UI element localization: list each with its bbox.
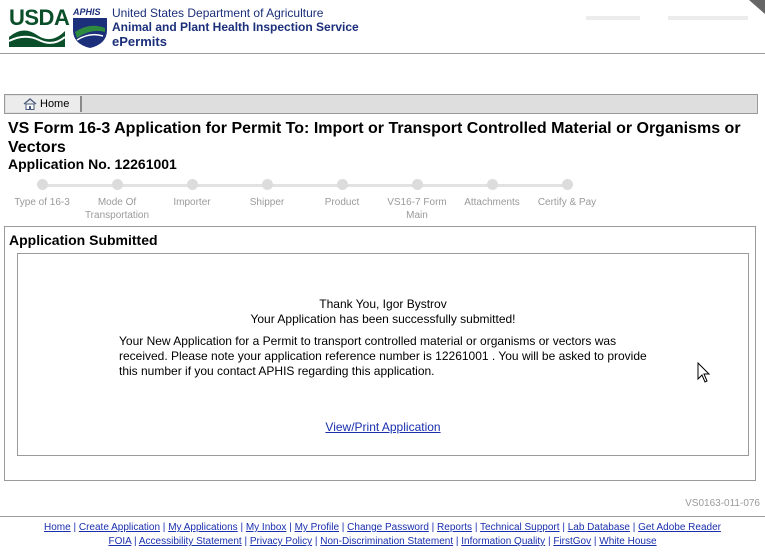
footer-link-lab-database[interactable]: Lab Database xyxy=(567,522,630,533)
navigation-bar xyxy=(4,94,758,114)
footer-separator: | xyxy=(559,522,568,533)
footer-links-row-2 xyxy=(0,535,765,549)
home-tab-label: Home xyxy=(40,98,70,110)
submission-panel xyxy=(4,226,756,481)
step-dot xyxy=(487,179,498,190)
aphis-shield-icon xyxy=(73,18,107,48)
home-icon xyxy=(23,98,37,110)
step-label: Attachments xyxy=(464,197,520,208)
step-dot xyxy=(337,179,348,190)
footer-link-foia[interactable]: FOIA xyxy=(108,536,132,547)
footer-separator: | xyxy=(591,536,600,547)
footer-link-privacy-policy[interactable]: Privacy Policy xyxy=(249,536,313,547)
footer-link-reports[interactable]: Reports xyxy=(437,522,473,533)
aphis-logo xyxy=(73,7,109,47)
footer-link-non-discrimination-statement[interactable]: Non-Discrimination Statement xyxy=(320,536,454,547)
form-code: VS0163-011-076 xyxy=(685,498,760,509)
agency-name xyxy=(112,6,359,49)
corner-arrow-icon xyxy=(749,0,765,14)
footer-link-get-adobe-reader[interactable]: Get Adobe Reader xyxy=(638,522,721,533)
home-tab[interactable] xyxy=(6,96,82,112)
step-certify-pay xyxy=(527,179,607,209)
footer-link-technical-support[interactable]: Technical Support xyxy=(480,522,560,533)
footer-separator: | xyxy=(70,522,79,533)
step-dot xyxy=(562,179,573,190)
footer-link-information-quality[interactable]: Information Quality xyxy=(461,536,546,547)
footer-separator: | xyxy=(241,536,250,547)
footer-separator: | xyxy=(286,522,295,533)
footer-link-create-application[interactable]: Create Application xyxy=(78,522,161,533)
confirmation-box xyxy=(17,253,749,456)
footer-separator: | xyxy=(453,536,462,547)
step-dot xyxy=(37,179,48,190)
header-decoration xyxy=(668,16,748,20)
department-name: United States Department of Agriculture xyxy=(112,6,324,20)
footer-separator: | xyxy=(237,522,246,533)
step-vs16-7-form-main xyxy=(377,179,457,222)
step-attachments xyxy=(452,179,532,209)
footer-separator: | xyxy=(545,536,554,547)
step-label: Shipper xyxy=(249,197,285,208)
page-header xyxy=(0,0,765,54)
usda-hills-icon xyxy=(9,27,65,47)
footer xyxy=(0,516,765,549)
footer-link-firstgov[interactable]: FirstGov xyxy=(553,536,592,547)
footer-separator: | xyxy=(339,522,348,533)
footer-separator: | xyxy=(629,522,639,533)
step-label: Certify & Pay xyxy=(537,197,597,208)
view-print-application-link[interactable]: View/Print Application xyxy=(325,420,441,434)
app-name: ePermits xyxy=(112,34,167,49)
application-number: Application No. 12261001 xyxy=(8,156,177,172)
step-dot xyxy=(187,179,198,190)
footer-link-my-inbox[interactable]: My Inbox xyxy=(245,522,287,533)
footer-link-home[interactable]: Home xyxy=(44,522,71,533)
header-decoration xyxy=(586,16,640,20)
footer-link-accessibility-statement[interactable]: Accessibility Statement xyxy=(138,536,242,547)
footer-separator: | xyxy=(472,522,481,533)
step-label: Mode Of Transportation xyxy=(84,197,150,221)
step-dot xyxy=(262,179,273,190)
step-product xyxy=(302,179,382,209)
progress-steps xyxy=(0,179,620,219)
page-title: VS Form 16-3 Application for Permit To: Import or Transport Controlled Material or Organisms or Vectors xyxy=(8,120,741,156)
usda-logo xyxy=(9,5,70,47)
panel-title: Application Submitted xyxy=(9,232,158,248)
step-type-of-16-3 xyxy=(2,179,82,209)
usda-logo-text: USDA xyxy=(9,5,70,30)
aphis-logo-text: APHIS xyxy=(73,7,101,17)
footer-link-white-house[interactable]: White House xyxy=(599,536,657,547)
step-dot xyxy=(412,179,423,190)
footer-link-my-profile[interactable]: My Profile xyxy=(294,522,340,533)
step-label: Importer xyxy=(173,197,211,208)
step-importer xyxy=(152,179,232,209)
mouse-cursor-icon xyxy=(697,362,711,384)
footer-links-row-1 xyxy=(0,521,765,535)
footer-separator: | xyxy=(131,536,139,547)
step-shipper xyxy=(227,179,307,209)
success-line: Your Application has been successfully submitted! xyxy=(250,312,516,326)
step-label: VS16-7 Form Main xyxy=(387,197,447,221)
step-label: Type of 16-3 xyxy=(14,197,70,208)
step-mode-of-transportation xyxy=(77,179,157,222)
footer-separator: | xyxy=(160,522,169,533)
confirmation-text: Your New Application for a Permit to transport controlled material or organisms or vectors was received. Please note your application reference number is 12261001 . You will be asked to provide this number if you contact APHIS regarding this application. xyxy=(119,334,647,378)
footer-link-change-password[interactable]: Change Password xyxy=(347,522,429,533)
step-label: Product xyxy=(324,197,360,208)
service-name: Animal and Plant Health Inspection Service xyxy=(112,20,359,34)
thank-you-line: Thank You, Igor Bystrov xyxy=(319,297,447,311)
step-dot xyxy=(112,179,123,190)
footer-separator: | xyxy=(428,522,438,533)
thank-you-message xyxy=(18,297,748,327)
footer-link-my-applications[interactable]: My Applications xyxy=(168,522,238,533)
footer-separator: | xyxy=(312,536,321,547)
